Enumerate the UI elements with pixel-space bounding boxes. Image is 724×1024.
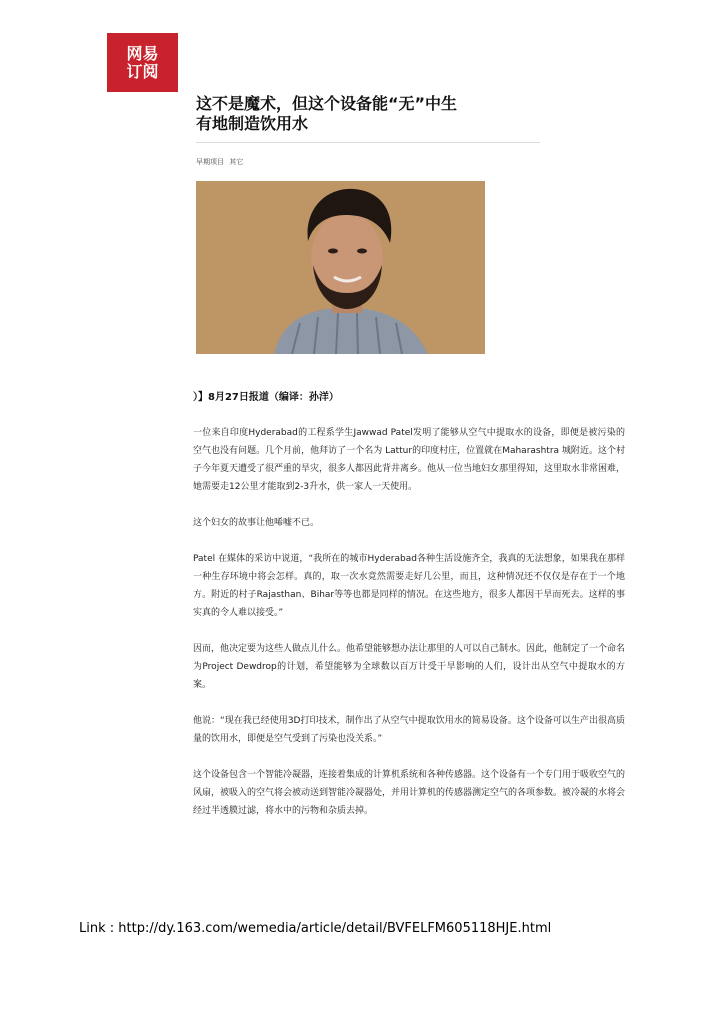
meta-source[interactable]: 早期项目 [196,158,224,166]
meta-category: 其它 [229,158,244,166]
paragraph: 这个妇女的故事让他唏嘘不已。 [193,518,320,528]
paragraph: 一位来自印度Hyderabad的工程系学生Jawwad Patel发明了能够从空气中提取水的设备，即便是被污染的空气也没有问题。几个月前，他拜访了一个名为 Lattur的印度村庄，位置就在Maharashtra 城附近。这个村子今年夏天遭受了很严重的旱灾，很多人都因此背井离乡。他从一位当地妇女那里得知，这里取水非常困难，她需要走12公里才能取到2-3升水，供一家人一天使用。 [193,428,626,492]
logo-line-2: 订阅 [126,61,159,81]
paragraph: 他说：“现在我已经使用3D打印技术，制作出了从空气中提取饮用水的简易设备。这个设备可以生产出很高质量的饮用水，即便是空气受到了污染也没关系。” [193,716,625,744]
paragraph: 这个设备包含一个智能冷凝器，连接着集成的计算机系统和各种传感器。这个设备有一个专门用于吸收空气的风扇，被吸入的空气将会被动送到智能冷凝器处，并用计算机的传感器测定空气的各项参数。被冷凝的水将会经过半透膜过滤，将水中的污物和杂质去掉。 [193,770,626,816]
portrait-image [196,181,485,354]
title-divider [196,142,540,143]
article-title-line-1: 这不是魔术，但这个设备能“无”中生 [196,94,458,113]
article-dateline: ）】8月27日报道（编译：孙洋） [193,392,339,403]
logo-line-1: 网易 [126,43,159,63]
netease-subscription-logo[interactable] [107,33,178,92]
article-title-line-2: 有地制造饮用水 [196,114,309,133]
article-meta [196,157,243,167]
source-link[interactable]: Link : http://dy.163.com/wemedia/article/detail/BVFELFM605118HJE.html [79,921,552,936]
paragraph: 因而，他决定要为这些人做点儿什么。他希望能够想办法让那里的人可以自己制水。因此，他制定了一个命名为Project Dewdrop的计划，希望能够为全球数以百万计受干旱影响的人们，设计出从空气中提取水的方案。 [193,644,626,690]
article-body [193,424,625,838]
article-title [196,94,526,134]
paragraph: Patel 在媒体的采访中说道，“我所在的城市Hyderabad各种生活设施齐全，我真的无法想象，如果我在那样一种生存环境中将会怎样。真的，取一次水竟然需要走好几公里，而且，这种情况还不仅仅是存在于一个地方。附近的村子Rajasthan、Bihar等等也都是同样的情况。在这些地方，很多人都因干旱而死去。这样的事实真的令人难以接受。” [193,554,625,618]
article-photo [196,181,485,354]
